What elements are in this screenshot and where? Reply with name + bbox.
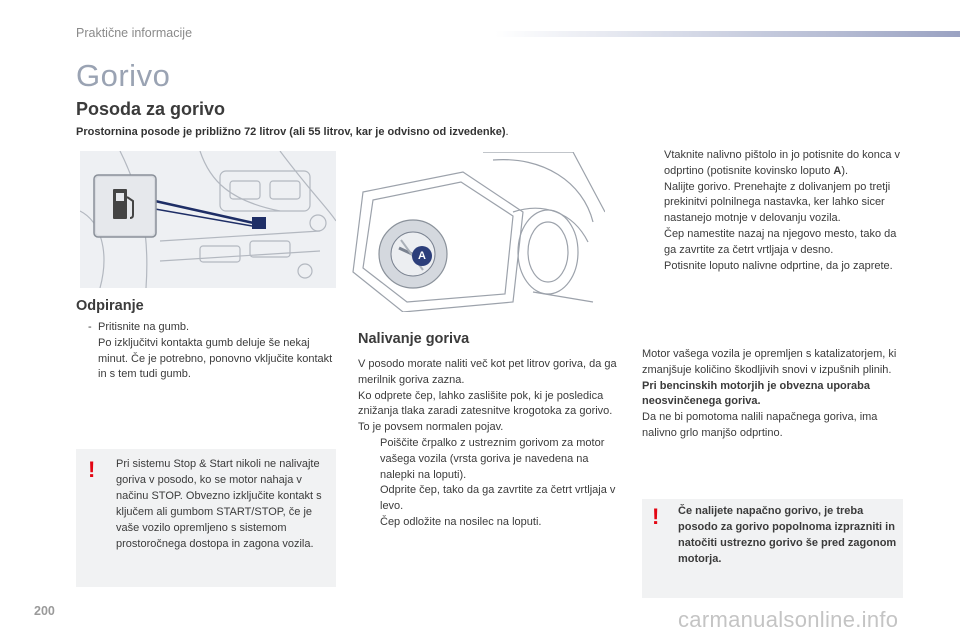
opening-step [88, 320, 340, 383]
fuel-pump-icon [110, 185, 140, 225]
filling-step [358, 483, 618, 515]
fuel-cap-drawing [343, 152, 605, 312]
right-step [642, 259, 907, 275]
filling-step [358, 515, 618, 531]
filling-step-1: Poiščite črpalko z ustreznim gorivom za motor vašega vozila (vrsta goriva je navedena na nalepki na loputi). [380, 436, 605, 481]
motor-p2: Pri bencinskih motorjih je obvezna uporaba neosvinčenega goriva. [642, 379, 870, 408]
capacity-note-text: Prostornina posode je približno 72 litrov (ali 55 litrov, kar je odvisno od izvedenke) [76, 126, 506, 138]
capacity-note-period: . [505, 126, 509, 138]
filling-heading: Nalivanje goriva [358, 331, 470, 347]
right-step [642, 148, 907, 180]
filling-column [358, 357, 618, 531]
page-title: Gorivo [76, 58, 171, 93]
filling-intro [358, 357, 618, 436]
right-step-2: Nalijte gorivo. Prenehajte z dolivanjem po tretji prekinitvi polnilnega nastavka, ker lahko sicer nastanejo motnje v delovanju vozila. [664, 180, 891, 225]
section-header: Praktične informacije [76, 26, 193, 40]
filling-step [358, 436, 618, 483]
filling-step-3: Čep odložite na nosilec na loputi. [380, 515, 542, 528]
right-step-1-end: ). [841, 164, 849, 177]
right-step-1-text: Vtaknite nalivno pištolo in jo potisnite do konca v odprtino (potisnite kovinsko loputo [664, 149, 901, 177]
callout-a-label: A [412, 246, 432, 266]
right-steps [642, 148, 907, 274]
warning-right-text: Če nalijete napačno gorivo, je treba posodo za gorivo popolnoma izprazniti in natočiti ustrezno gorivo še pred zagonom motorja. [678, 505, 897, 565]
filling-intro-2: Ko odprete čep, lahko zaslišite pok, ki je posledica znižanja tlaka zaradi zatesnitve krogotoka za gorivo. To je povsem normalen pojav. [358, 389, 613, 434]
dash-marker: - [88, 321, 92, 333]
motor-p3: Da ne bi pomotoma nalili napačnega goriva, ima nalivno grlo manjšo odprtino. [642, 411, 878, 439]
warning-exclamation-icon: ! [88, 457, 96, 482]
motor-p1: Motor vašega vozila je opremljen s katalizatorjem, ki zmanjšuje količino škodljivih snovi v izpušnih plinih. [642, 348, 897, 376]
capacity-note [76, 126, 509, 138]
filling-intro-1: V posodo morate naliti več kot pet litrov goriva, da ga merilnik goriva zazna. [358, 358, 617, 386]
opening-step-line-2: Po izključitvi kontakta gumb deluje še nekaj minut. Če je potrebno, ponovno vključite kontakt in s tem tudi gumb. [98, 336, 333, 381]
header-gradient-bar [495, 31, 960, 37]
dashboard-illustration [80, 151, 336, 288]
right-step-4: Potisnite loputo nalivne odprtine, da jo zaprete. [664, 259, 893, 272]
right-step [642, 227, 907, 259]
right-step-1 [664, 148, 907, 180]
watermark: carmanualsonline.info [678, 607, 899, 632]
warning-exclamation-icon: ! [652, 504, 660, 529]
opening-steps [88, 320, 340, 383]
fuel-cap-illustration [343, 152, 605, 312]
warning-left-text: Pri sistemu Stop & Start nikoli ne nalivajte goriva v posodo, ko se motor nahaja v načinu STOP. Obvezno izključite kontakt s ključem ali gumbom START/STOP, če je vaše vozilo opremljeno s sistemom prostoročnega dostopa in zagona vozila. [116, 458, 322, 550]
flap-a-label: A [833, 164, 842, 177]
right-step [642, 180, 907, 227]
filling-step-2: Odprite čep, tako da ga zavrtite za četrt vrtljaja v levo. [380, 484, 616, 513]
motor-paragraph [642, 347, 907, 442]
opening-heading: Odpiranje [76, 298, 144, 314]
page-number: 200 [34, 604, 55, 618]
right-step-3: Čep namestite nazaj na njegovo mesto, tako da ga zavrtite za četrt vrtljaja v desno. [664, 227, 897, 256]
opening-step-line-1: Pritisnite na gumb. [98, 321, 190, 333]
page-subtitle: Posoda za gorivo [76, 99, 226, 119]
